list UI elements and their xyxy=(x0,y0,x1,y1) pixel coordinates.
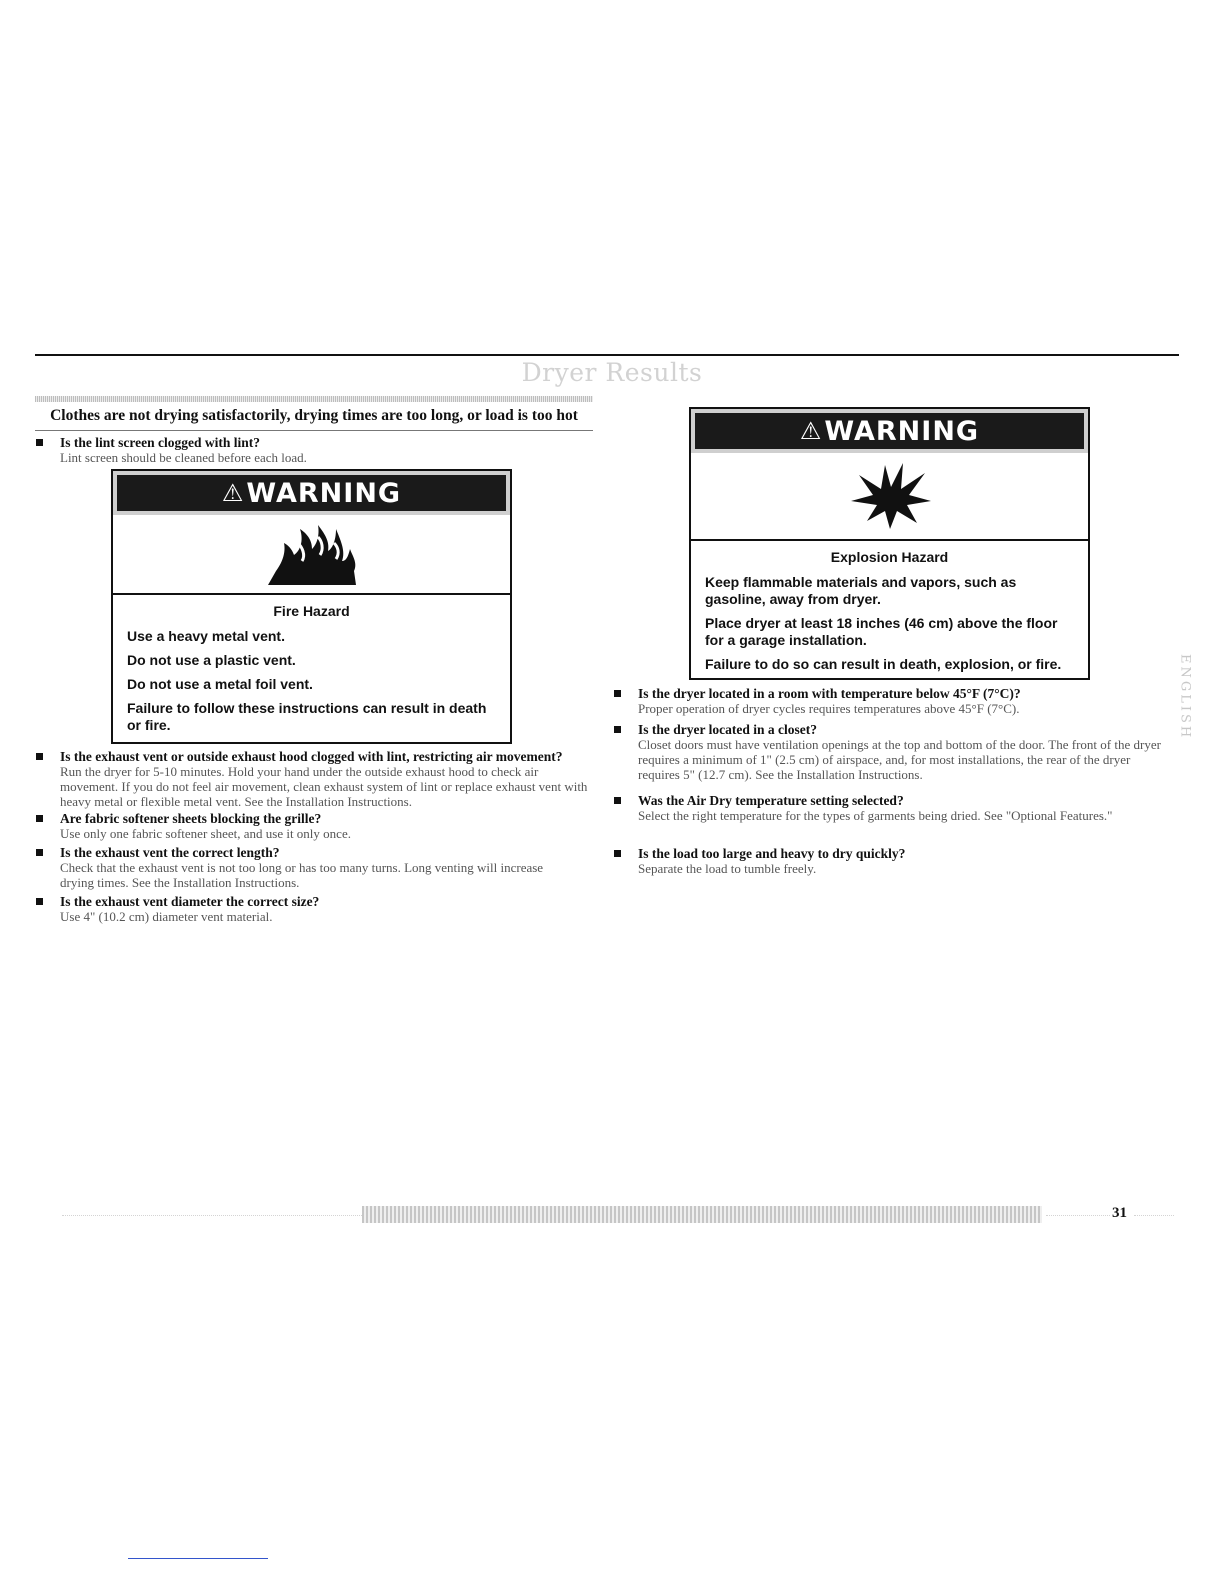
list-item xyxy=(36,894,592,924)
footer-link-underline xyxy=(128,1558,268,1559)
answer: Select the right temperature for the types of garments being dried. See "Optional Features." xyxy=(638,808,1113,823)
bullet-icon xyxy=(614,850,621,857)
answer: Proper operation of dryer cycles requires temperatures above 45°F (7°C). xyxy=(638,701,1020,716)
answer: Lint screen should be cleaned before each load. xyxy=(60,450,307,465)
warning-line: Failure to do so can result in death, explosion, or fire. xyxy=(705,656,1062,672)
list-item xyxy=(36,749,592,809)
bullet-icon xyxy=(36,753,43,760)
explosion-warning-box xyxy=(689,407,1090,680)
warning-title: Explosion Hazard xyxy=(830,549,949,565)
warning-line: Use a heavy metal vent. xyxy=(127,628,285,644)
question: Is the exhaust vent diameter the correct size? xyxy=(60,894,320,909)
list-item xyxy=(614,793,1124,823)
warning-line: Do not use a plastic vent. xyxy=(127,652,296,668)
warning-line: Keep flammable materials and vapors, such as gasoline, away from dryer. xyxy=(705,574,1017,607)
warning-body xyxy=(691,541,1088,686)
bullet-icon xyxy=(614,797,621,804)
answer: Separate the load to tumble freely. xyxy=(638,861,817,876)
footer-dots xyxy=(62,1215,362,1217)
top-rule xyxy=(35,354,1179,356)
warning-line: Place dryer at least 18 inches (46 cm) above the floor for a garage installation. xyxy=(705,615,1058,648)
fire-warning-box xyxy=(111,469,512,744)
subheading-rule xyxy=(35,430,593,431)
warning-header: ⚠ WARNING xyxy=(691,409,1088,453)
bullet-icon xyxy=(614,690,621,697)
answer: Run the dryer for 5-10 minutes. Hold your hand under the outside exhaust hood to check air movement. If you do not feel air movement, clean exhaust system of lint or replace exhaust vent with heavy metal or flexible metal vent. See the Installation Instructions. xyxy=(60,764,588,809)
warning-line: Failure to follow these instructions can result in death or fire. xyxy=(127,700,487,733)
warning-header: ⚠ WARNING xyxy=(113,471,510,515)
footer-dots xyxy=(1134,1215,1174,1216)
list-item xyxy=(614,686,1164,716)
subheading-block xyxy=(35,396,593,431)
bullet-icon xyxy=(614,726,621,733)
list-item xyxy=(36,845,566,890)
question: Are fabric softener sheets blocking the grille? xyxy=(60,811,322,826)
question: Is the lint screen clogged with lint? xyxy=(60,435,260,450)
fire-icon xyxy=(113,515,510,595)
question: Is the load too large and heavy to dry quickly? xyxy=(638,846,906,861)
footer-dots xyxy=(1046,1215,1110,1216)
page-number: 31 xyxy=(1112,1205,1127,1221)
warning-body xyxy=(113,595,510,747)
bullet-icon xyxy=(36,815,43,822)
warning-triangle-icon: ⚠ xyxy=(799,417,823,445)
list-item xyxy=(614,722,1164,782)
explosion-icon xyxy=(691,453,1088,541)
answer: Check that the exhaust vent is not too long or has too many turns. Long venting will increase drying times. See the Installation Instructions. xyxy=(60,860,544,890)
question: Is the dryer located in a closet? xyxy=(638,722,817,737)
question: Is the dryer located in a room with temperature below 45°F (7°C)? xyxy=(638,686,1021,701)
list-item xyxy=(36,811,592,841)
question: Is the exhaust vent or outside exhaust hood clogged with lint, restricting air movement? xyxy=(60,749,563,764)
section-title: Dryer Results xyxy=(521,358,703,387)
bullet-icon xyxy=(36,849,43,856)
warning-line: Do not use a metal foil vent. xyxy=(127,676,313,692)
subheading: Clothes are not drying satisfactorily, drying times are too long, or load is too hot xyxy=(50,407,578,424)
answer: Closet doors must have ventilation openings at the top and bottom of the door. The front of the dryer requires a minimum of 1" (2.5 cm) of airspace, and, for most installations, the rear of the dryer requires 5" (12.7 cm). See the Installation Instructions. xyxy=(638,737,1161,782)
language-side-tab xyxy=(1170,654,1200,764)
bullet-icon xyxy=(36,439,43,446)
footer-shade-bar xyxy=(362,1206,1042,1223)
question: Was the Air Dry temperature setting selected? xyxy=(638,793,904,808)
side-tab-label: ENGLISH xyxy=(1177,654,1193,741)
answer: Use 4" (10.2 cm) diameter vent material. xyxy=(60,909,273,924)
bullet-icon xyxy=(36,898,43,905)
list-item xyxy=(614,846,1164,876)
answer: Use only one fabric softener sheet, and use it only once. xyxy=(60,826,351,841)
list-item xyxy=(36,435,596,465)
warning-title: Fire Hazard xyxy=(273,603,350,619)
warning-triangle-icon: ⚠ xyxy=(221,479,245,507)
question: Is the exhaust vent the correct length? xyxy=(60,845,280,860)
